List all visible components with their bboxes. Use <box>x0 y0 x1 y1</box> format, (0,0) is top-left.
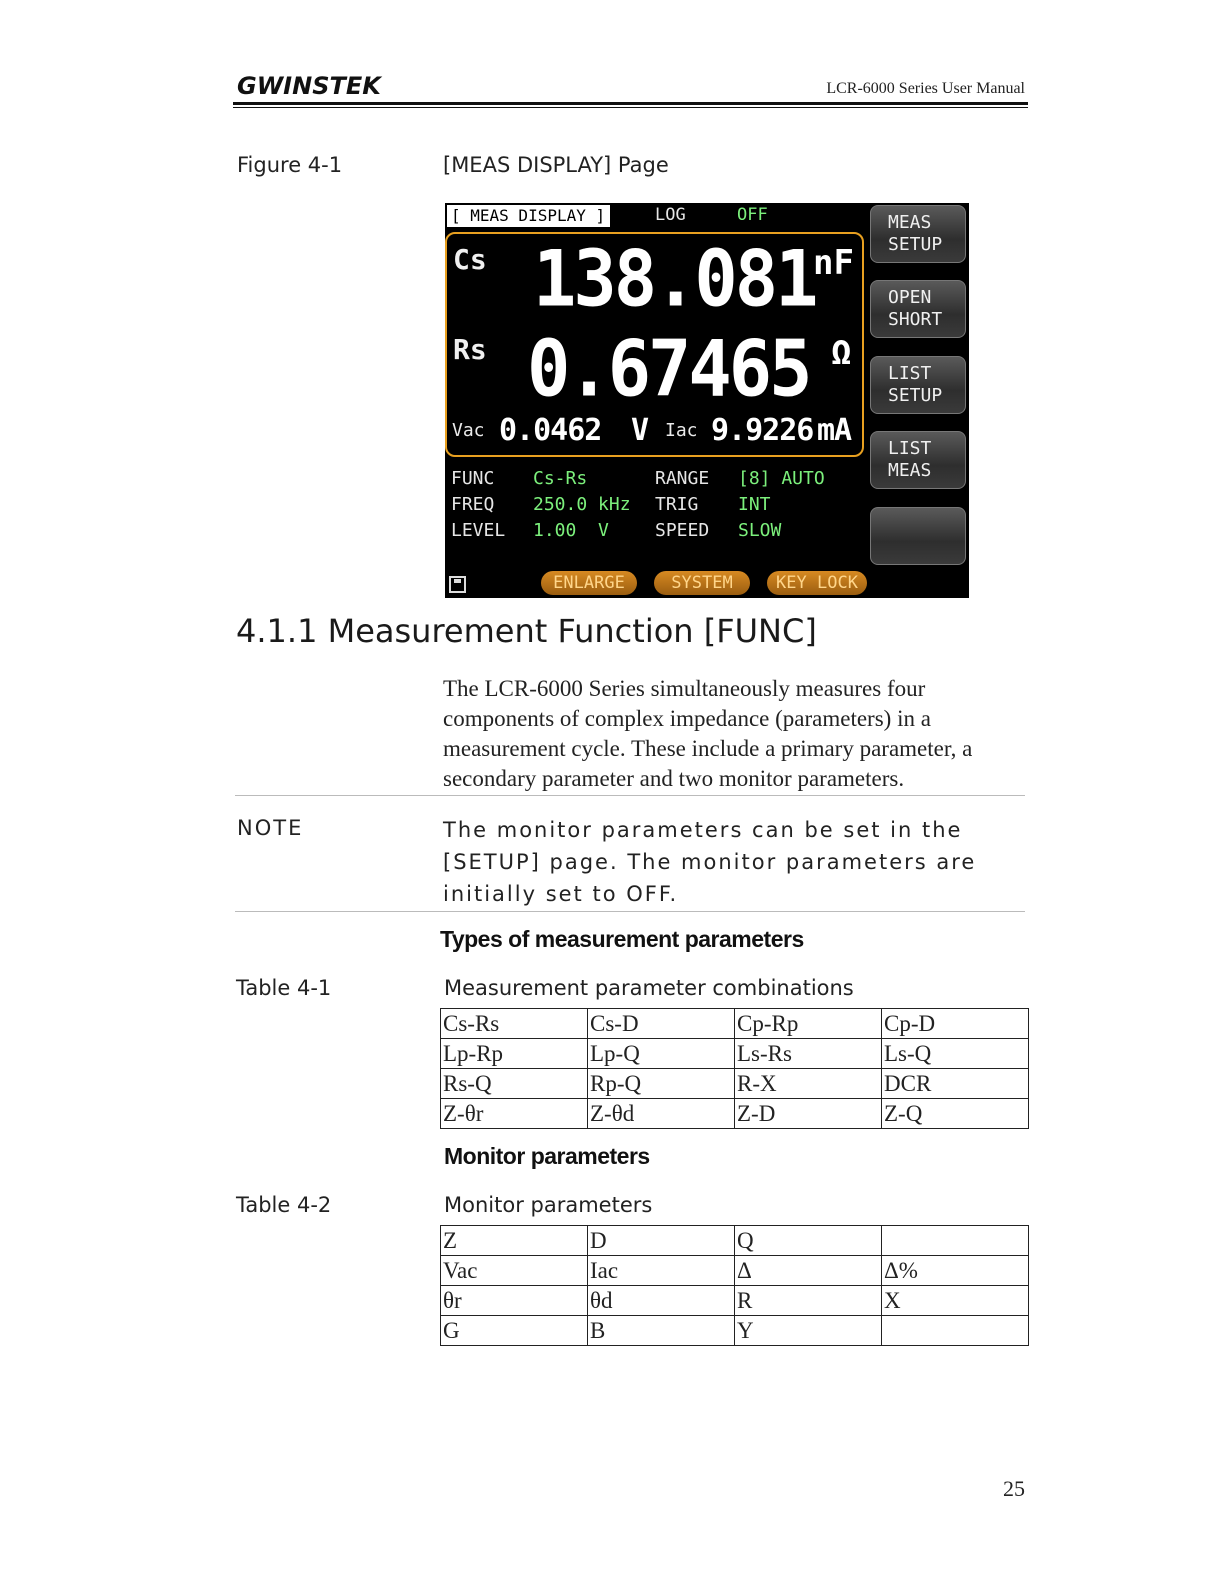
note-top-rule <box>235 795 1025 796</box>
table1-label: Table 4-1 <box>236 976 332 1000</box>
table-row <box>441 1039 1029 1069</box>
table-cell: Lp-Q <box>588 1039 735 1069</box>
system-button[interactable]: SYSTEM <box>654 571 750 595</box>
softkey-line2: SHORT <box>888 309 943 330</box>
table-cell: Ls-Rs <box>735 1039 882 1069</box>
level-label: LEVEL <box>451 520 506 541</box>
types-heading: Types of measurement parameters <box>440 926 804 952</box>
trig-label: TRIG <box>655 494 699 515</box>
section-title: 4.1.1 Measurement Function [FUNC] <box>236 612 817 650</box>
table-cell: Z-D <box>735 1099 882 1129</box>
combinations-table <box>440 1008 1029 1129</box>
enlarge-button[interactable]: ENLARGE <box>541 571 637 595</box>
table-cell: Rp-Q <box>588 1069 735 1099</box>
table-cell: Δ <box>735 1256 882 1286</box>
note-bottom-rule <box>235 911 1025 912</box>
softkey-line1: LIST <box>888 438 932 459</box>
table-row <box>441 1226 1029 1256</box>
header-rule <box>233 102 1028 105</box>
monitor2-value: 9.9226 <box>711 413 814 448</box>
range-label: RANGE <box>655 468 710 489</box>
page-number: 25 <box>1003 1476 1025 1501</box>
secondary-value: 0.67465 <box>527 323 810 414</box>
table1-caption: Measurement parameter combinations <box>444 976 854 1000</box>
table-cell: Z-θr <box>441 1099 588 1129</box>
table-cell: Z-Q <box>882 1099 1029 1129</box>
monitor2-label: Iac <box>665 420 698 441</box>
table-cell: Z-θd <box>588 1099 735 1129</box>
section-body: The LCR-6000 Series simultaneously measures four components of complex impedance (parameters) in a measurement cycle. These include a primary parameter, a secondary parameter and two monitor parameters. <box>443 676 973 791</box>
table-cell: θd <box>588 1286 735 1316</box>
meas-setup-softkey[interactable] <box>870 205 966 263</box>
freq-label: FREQ <box>451 494 495 515</box>
save-disk-icon <box>449 576 466 593</box>
range-value: [8] AUTO <box>738 468 825 489</box>
blank-softkey[interactable] <box>870 507 966 565</box>
screen-title: [ MEAS DISPLAY ] <box>447 205 610 227</box>
speed-label: SPEED <box>655 520 710 541</box>
table-cell: DCR <box>882 1069 1029 1099</box>
table2-caption: Monitor parameters <box>444 1193 653 1217</box>
table-cell: Y <box>735 1316 882 1346</box>
brand-logo: GWINSTEK <box>237 72 381 100</box>
func-value: Cs-Rs <box>533 468 588 489</box>
softkey-line2: MEAS <box>888 460 932 481</box>
figure-caption: [MEAS DISPLAY] Page <box>443 153 669 177</box>
log-label: LOG <box>655 205 686 225</box>
table-row <box>441 1099 1029 1129</box>
speed-value: SLOW <box>738 520 782 541</box>
freq-value: 250.0 kHz <box>533 494 631 515</box>
table-cell: X <box>882 1286 1029 1316</box>
monitor-heading: Monitor parameters <box>444 1143 650 1169</box>
table-cell: Iac <box>588 1256 735 1286</box>
func-label: FUNC <box>451 468 495 489</box>
manual-title: LCR-6000 Series User Manual <box>826 80 1025 97</box>
table2-label: Table 4-2 <box>236 1193 332 1217</box>
table-cell: R-X <box>735 1069 882 1099</box>
table-cell: θr <box>441 1286 588 1316</box>
primary-value: 138.081 <box>533 233 816 324</box>
meas-display-screen <box>445 203 969 598</box>
log-value: OFF <box>737 205 768 225</box>
monitor2-unit: mA <box>817 413 852 448</box>
table-cell: Z <box>441 1226 588 1256</box>
table-row <box>441 1316 1029 1346</box>
softkey-line1: MEAS <box>888 212 932 233</box>
trig-value: INT <box>738 494 771 515</box>
monitor1-value: 0.0462 <box>499 413 602 448</box>
table-cell: Cs-Rs <box>441 1009 588 1039</box>
table-cell: Rs-Q <box>441 1069 588 1099</box>
primary-unit: nF <box>813 243 854 283</box>
open-short-softkey[interactable] <box>870 280 966 338</box>
table-row <box>441 1009 1029 1039</box>
table-cell: Cs-D <box>588 1009 735 1039</box>
table-cell: Cp-Rp <box>735 1009 882 1039</box>
key-lock-button[interactable]: KEY LOCK <box>767 571 867 595</box>
level-value: 1.00 V <box>533 520 609 541</box>
softkey-line1: LIST <box>888 363 932 384</box>
note-text: The monitor parameters can be set in the [SETUP] page. The monitor parameters are initially set to OFF. <box>443 818 977 906</box>
table-cell: Lp-Rp <box>441 1039 588 1069</box>
table-cell: G <box>441 1316 588 1346</box>
monitor-table <box>440 1225 1029 1346</box>
primary-label: Cs <box>453 243 487 276</box>
table-cell: Cp-D <box>882 1009 1029 1039</box>
table-cell: D <box>588 1226 735 1256</box>
figure-label: Figure 4-1 <box>237 153 343 177</box>
header-rule-thin <box>233 107 1028 108</box>
table-cell: B <box>588 1316 735 1346</box>
table-cell <box>882 1226 1029 1256</box>
table-cell: Δ% <box>882 1256 1029 1286</box>
monitor1-label: Vac <box>452 420 485 441</box>
secondary-unit: Ω <box>831 333 852 373</box>
list-setup-softkey[interactable] <box>870 356 966 414</box>
table-cell: R <box>735 1286 882 1316</box>
table-cell <box>882 1316 1029 1346</box>
table-cell: Vac <box>441 1256 588 1286</box>
table-row <box>441 1069 1029 1099</box>
note-label: NOTE <box>237 816 304 840</box>
list-meas-softkey[interactable] <box>870 431 966 489</box>
table-cell: Ls-Q <box>882 1039 1029 1069</box>
softkey-line2: SETUP <box>888 385 943 406</box>
secondary-label: Rs <box>453 333 487 366</box>
table-cell: Q <box>735 1226 882 1256</box>
table-row <box>441 1256 1029 1286</box>
softkey-line2: SETUP <box>888 234 943 255</box>
softkey-line1: OPEN <box>888 287 932 308</box>
table-row <box>441 1286 1029 1316</box>
monitor1-unit: V <box>631 413 649 448</box>
